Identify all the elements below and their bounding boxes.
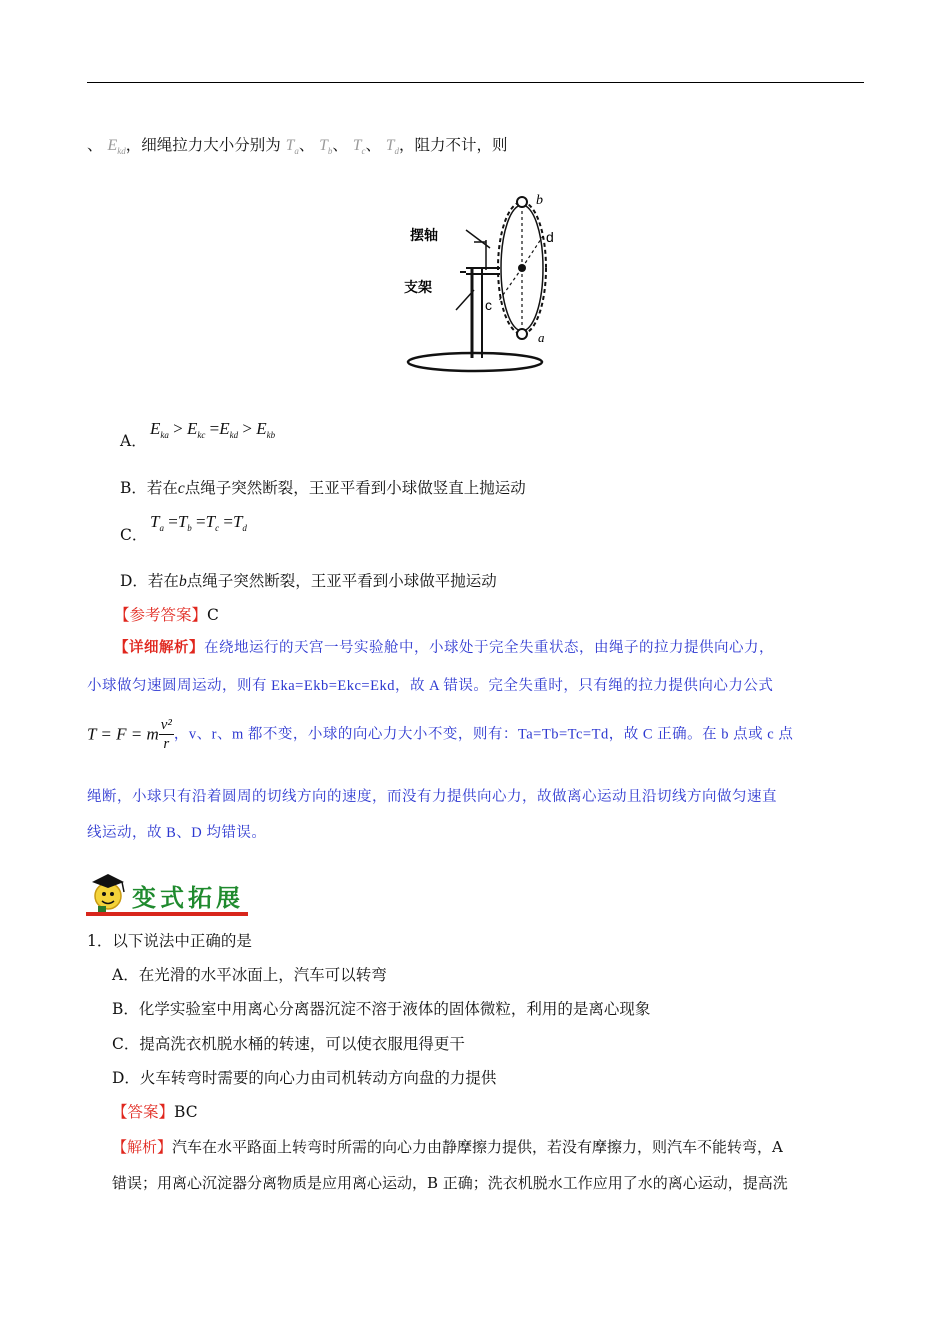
variant-extension-banner [86,868,251,918]
t-symbol: T [177,512,188,531]
option-d-post: 点绳子突然断裂，王亚平看到小球做平抛运动 [186,572,497,590]
option-b-pre: B．若在 [120,479,178,497]
e-sub: kb [266,430,276,440]
ball-b [517,197,527,207]
fraction-numerator: v² [160,717,172,733]
tb-symbol: T [319,137,328,154]
header-rule [87,82,864,83]
pendulum-figure [400,190,560,380]
t-sub: d [242,523,247,533]
ball-a [517,329,527,339]
t-symbol: T [150,512,160,531]
banner-title: 变式拓展 [132,884,244,912]
analysis-label: 【解析】 [112,1138,173,1156]
option-c-formula [150,511,247,539]
t-symbol: T [232,512,243,531]
analysis-text: ，v、r、m 都不变，小球的向心力大小不变，则有：Ta=Tb=Tc=Td，故 C 正确。在 b 点或 c 点 [173,726,794,743]
e-symbol: E [219,419,230,438]
analysis-label: 【详细解析】 [114,640,204,656]
td-sub: d [394,146,400,156]
analysis-line-4: 绳断，小球只有沿着圆周的切线方向的速度，而没有力提供向心力，故做离心运动且沿切线方向做匀速直 [87,789,777,805]
e-sub: kc [197,430,206,440]
answer-value: C [207,606,219,624]
e-symbol: E [256,419,267,438]
option-b-post: 点绳子突然断裂，王亚平看到小球做竖直上抛运动 [184,479,526,497]
ta-symbol: T [285,137,295,154]
operator: = [209,419,220,438]
operator: = [196,512,206,531]
analysis-line-2: 小球做匀速圆周运动，则有 Eka=Ekb=Ekc=Ekd，故 A 错误。完全失重时，只有绳的拉力提供向心力公式 [87,678,774,694]
intro-prefix: 、 [87,136,103,154]
td-symbol: T [385,137,395,154]
operator: > [242,419,252,438]
formula-fraction [159,716,174,753]
label-stand: 支架 [404,280,432,296]
tb-sub: b [327,146,333,156]
answer-label: 【答案】 [112,1103,175,1121]
q1-answer [112,1101,198,1123]
option-c [120,524,147,546]
base-disc [408,353,542,371]
fraction-denominator: r [163,736,170,752]
q1-option-d: D．火车转弯时需要的向心力由司机转动方向盘的力提供 [112,1069,497,1087]
ekd-sub: kd [117,146,126,156]
q1-analysis-line-1 [112,1136,783,1158]
t-symbol: T [205,512,216,531]
analysis-text: 在绕地运行的天宫一号实验舱中，小球处于完全失重状态，由绳子的拉力提供向心力， [204,640,774,656]
reference-answer [114,604,219,626]
q1-option-a: A．在光滑的水平冰面上，汽车可以转弯 [112,966,387,984]
analysis-line-3 [87,716,793,753]
tc-sub: c [361,146,366,156]
option-b-var: c [177,480,185,497]
answer-value: BC [174,1103,198,1121]
t-sub: a [159,523,164,533]
e-sub: kd [229,430,239,440]
analysis-line-1 [114,637,774,659]
intro-text: ，细绳拉力大小分别为 [125,136,281,154]
ekd-symbol: E [107,137,118,154]
option-b [120,477,526,500]
sep: 、 [298,136,315,154]
q1-stem: 1．以下说法中正确的是 [87,932,252,950]
label-a: a [538,330,545,345]
option-d-pre: D．若在 [120,572,179,590]
option-d [120,570,497,593]
option-a-label: A． [120,432,147,450]
ta-sub: a [294,146,299,156]
sep: 、 [332,136,348,154]
label-axis: 摆轴 [410,228,438,244]
q1-option-b: B．化学实验室中用离心分离器沉淀不溶于液体的固体微粒，利用的是离心现象 [112,1000,651,1018]
analysis-line-5: 线运动，故 B、D 均错误。 [87,825,267,841]
answer-label: 【参考答案】 [114,606,208,624]
label-c: c [485,297,492,313]
t-sub: c [215,523,220,533]
sep: 、 [365,136,381,154]
e-symbol: E [186,419,198,438]
option-d-var: b [178,573,187,590]
option-c-label: C． [120,526,148,544]
q1-analysis-line-2: 错误；用离心沉淀器分离物质是应用离心运动，B 正确；洗衣机脱水工作应用了水的离心运动，提高洗 [112,1174,788,1192]
analysis-text: 汽车在水平路面上转弯时所需的向心力由静摩擦力提供，若没有摩擦力，则汽车不能转弯，A [172,1138,783,1156]
formula-lhs: T = F = m [87,724,159,744]
label-b: b [536,193,543,208]
q1-option-c: C．提高洗衣机脱水桶的转速，可以使衣服甩得更干 [112,1035,465,1053]
e-sub: ka [160,430,169,440]
t-sub: b [187,523,192,533]
label-d: d [546,229,554,245]
tc-symbol: T [352,137,362,154]
operator: = [168,512,178,531]
operator: = [223,512,233,531]
operator: > [173,419,183,438]
option-a [120,430,147,452]
e-symbol: E [150,419,161,438]
intro-tail: ，阻力不计，则 [399,136,508,154]
option-a-formula [150,418,275,446]
intro-line [87,134,508,162]
